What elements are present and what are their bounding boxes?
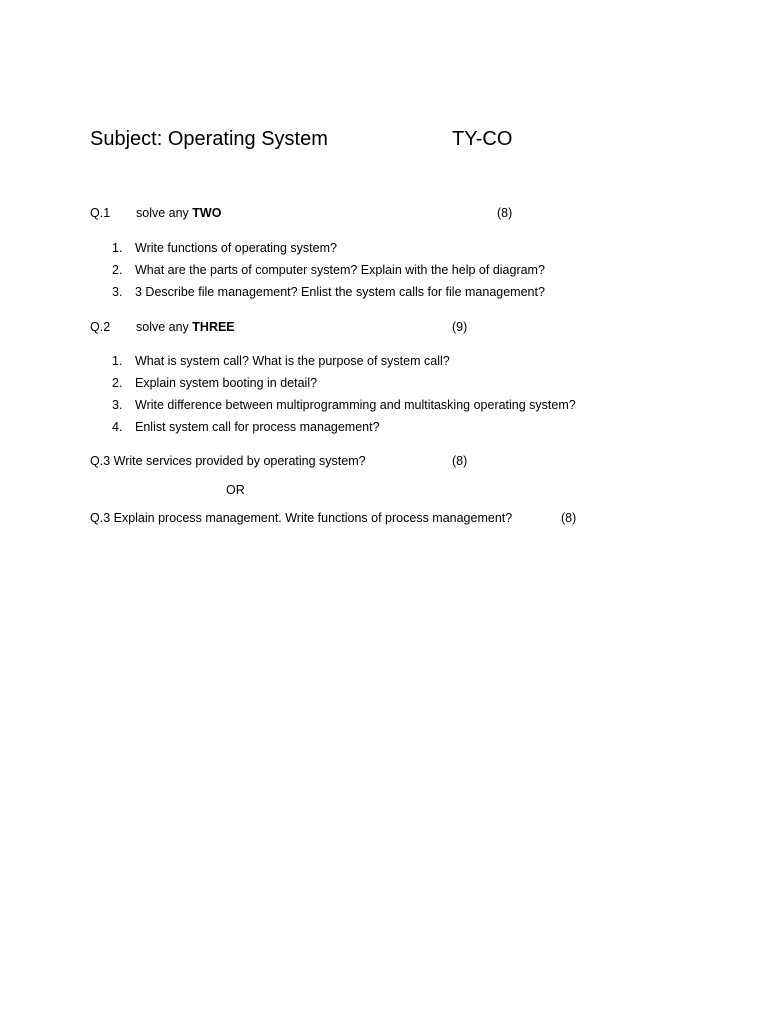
question-1-marks: (8) <box>497 206 513 220</box>
item-text: Enlist system call for process management? <box>135 420 380 434</box>
item-text: Write functions of operating system? <box>135 241 337 255</box>
question-3b-marks: (8) <box>561 511 577 525</box>
question-emphasis: TWO <box>192 206 222 220</box>
list-item <box>112 350 576 372</box>
question-instruction: solve any <box>136 320 193 334</box>
list-item <box>112 372 576 394</box>
item-number: 1. <box>112 241 123 255</box>
class-label: TY-CO <box>452 128 513 150</box>
subject-title: Subject: Operating System <box>90 128 328 150</box>
question-emphasis: THREE <box>192 320 235 334</box>
question-1-list <box>112 237 545 303</box>
item-text: What is system call? What is the purpose of system call? <box>135 354 450 368</box>
item-text: 3 Describe file management? Enlist the system calls for file management? <box>135 285 545 299</box>
list-item <box>112 237 545 259</box>
or-separator: OR <box>226 483 245 497</box>
question-2-list <box>112 350 576 438</box>
question-3b-text: Q.3 Explain process management. Write functions of process management? <box>90 511 513 525</box>
item-number: 3. <box>112 398 123 412</box>
question-3a-text: Q.3 Write services provided by operating system? <box>90 454 366 468</box>
list-item <box>112 281 545 303</box>
item-number: 2. <box>112 263 123 277</box>
item-number: 2. <box>112 376 123 390</box>
question-2-heading <box>90 320 235 334</box>
list-item <box>112 416 576 438</box>
question-2-marks: (9) <box>452 320 468 334</box>
question-number: Q.2 <box>90 320 111 334</box>
list-item <box>112 259 545 281</box>
item-text: Write difference between multiprogramming and multitasking operating system? <box>135 398 576 412</box>
item-text: Explain system booting in detail? <box>135 376 318 390</box>
item-number: 3. <box>112 285 123 299</box>
question-instruction: solve any <box>136 206 193 220</box>
question-number: Q.1 <box>90 206 111 220</box>
item-text: What are the parts of computer system? Explain with the help of diagram? <box>135 263 545 277</box>
question-3a-marks: (8) <box>452 454 468 468</box>
question-1-heading <box>90 206 221 220</box>
list-item <box>112 394 576 416</box>
item-number: 4. <box>112 420 123 434</box>
item-number: 1. <box>112 354 123 368</box>
